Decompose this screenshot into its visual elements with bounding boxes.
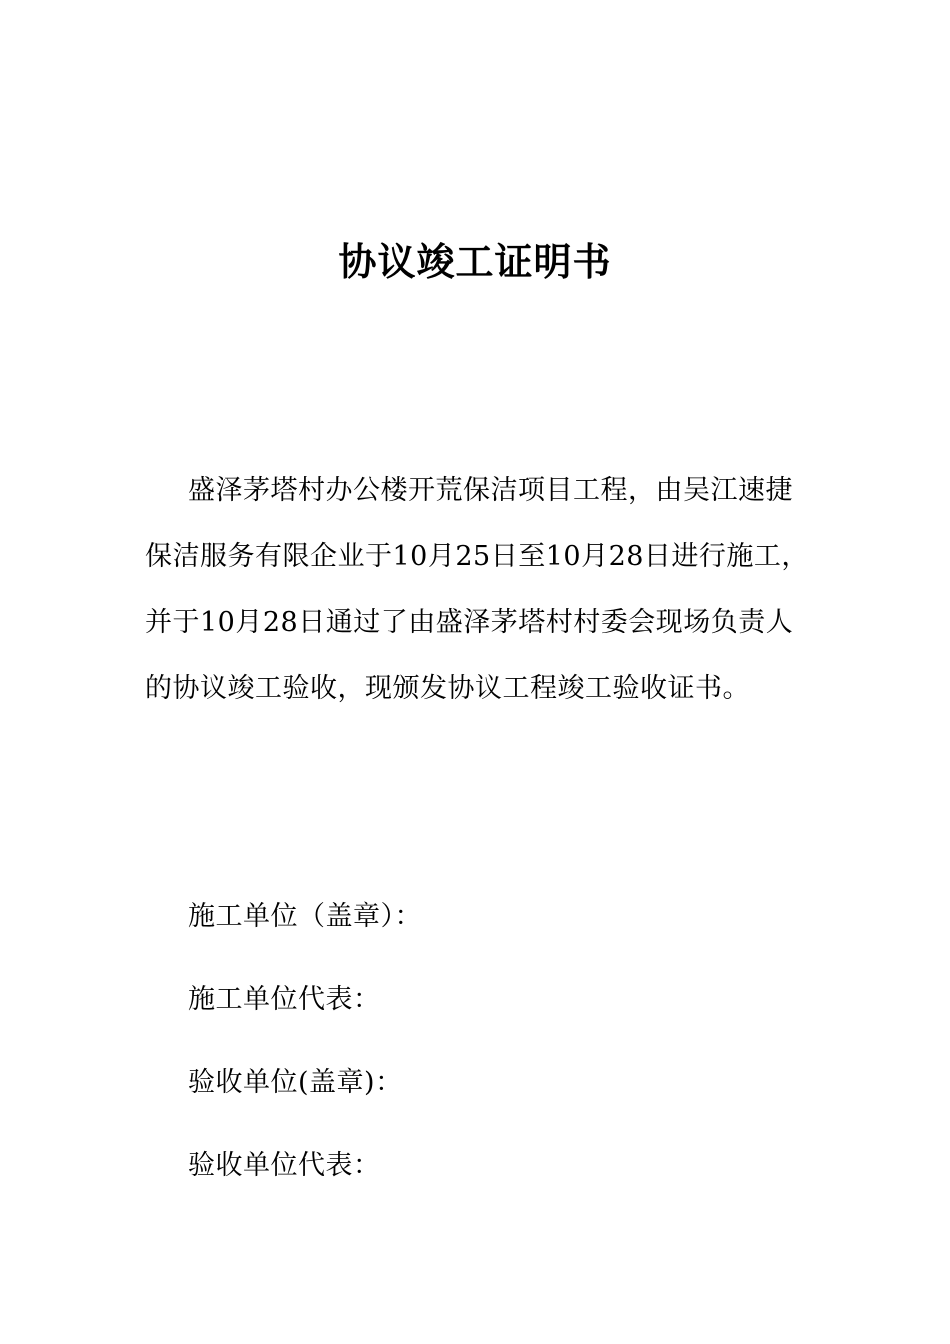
signature-block bbox=[188, 895, 808, 1227]
document-title: 协议竣工证明书 bbox=[338, 239, 612, 284]
construction-unit-representative-line: 施工单位代表： bbox=[188, 984, 381, 1015]
construction-unit-seal-line: 施工单位（盖章）： bbox=[188, 901, 422, 932]
body-paragraph: 盛泽茅塔村办公楼开荒保洁项目工程，由吴江速捷保洁服务有限企业于10月25日至10月28日进行施工，并于10月28日通过了由盛泽茅塔村村委会现场负责人的协议竣工验收，现颁发协议工程竣工验收证书。 bbox=[145, 475, 809, 704]
acceptance-unit-seal-line: 验收单位(盖章)： bbox=[188, 1067, 403, 1098]
acceptance-unit-representative-line: 验收单位代表： bbox=[188, 1150, 381, 1181]
